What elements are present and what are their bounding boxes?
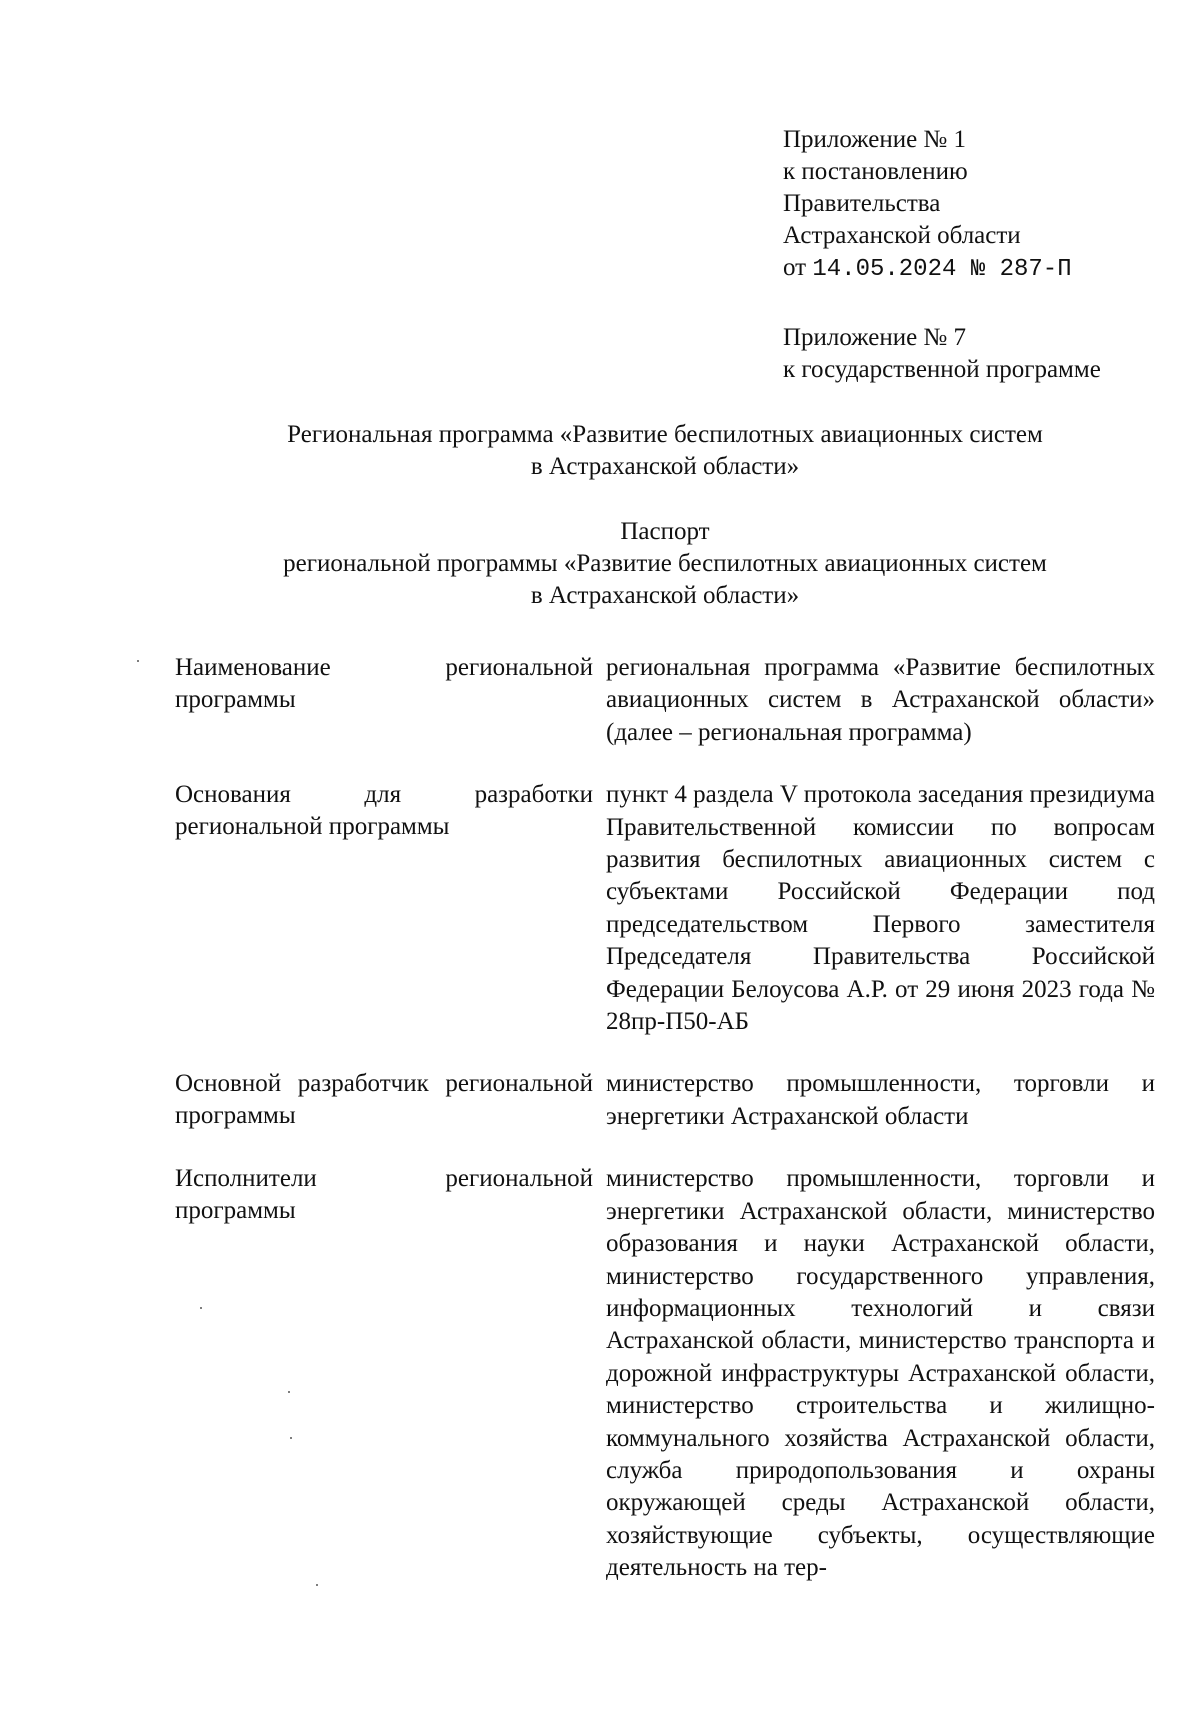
- row-label: Исполнители региональной программы: [175, 1165, 593, 1225]
- date-prefix: от: [783, 254, 813, 281]
- passport-row: [175, 652, 1155, 749]
- appendix-1-line4: Астраханской области: [783, 222, 1021, 249]
- appendix-1-header: [783, 124, 1183, 286]
- appendix-7-header: [783, 322, 1183, 386]
- scan-speck: [290, 1437, 292, 1439]
- passport-row: [175, 1068, 1155, 1133]
- passport-title: [120, 516, 1200, 612]
- passport-row: [175, 779, 1155, 1038]
- row-value: региональная программа «Развитие беспилотных авиационных систем в Астраханской области» (далее – региональная программа): [606, 654, 1155, 746]
- scan-speck: [137, 660, 139, 662]
- passport-title-line2: региональной программы «Развитие беспилотных авиационных систем: [283, 550, 1047, 577]
- appendix-7-line2: к государственной программе: [783, 356, 1101, 383]
- appendix-1-line2: к постановлению: [783, 158, 968, 185]
- program-title-line1: Региональная программа «Развитие беспилотных авиационных систем: [287, 421, 1043, 448]
- row-label: Основной разработчик региональной программы: [175, 1070, 593, 1130]
- appendix-7-line1: Приложение № 7: [783, 324, 967, 351]
- row-value: пункт 4 раздела V протокола заседания президиума Правительственной комиссии по вопросам развития беспилотных авиационных систем с субъектами Российской Федерации под председательством Первого заместителя Председателя Правительства Российской Федерации Белоусова А.Р. от 29 июня 2023 года № 28пр-П50-АБ: [606, 781, 1155, 1036]
- passport-table: [175, 652, 1155, 1615]
- scan-speck: [200, 1307, 202, 1309]
- program-title-line2: в Астраханской области»: [530, 453, 800, 480]
- scan-speck: [316, 1584, 318, 1586]
- row-label: Наименование региональной программы: [175, 654, 593, 713]
- passport-title-line1: Паспорт: [620, 518, 710, 545]
- appendix-1-date-line: [783, 252, 1183, 286]
- scan-speck: [288, 1391, 290, 1393]
- passport-title-line3: в Астраханской области»: [530, 582, 800, 609]
- row-value: министерство промышленности, торговли и энергетики Астраханской области, министерство образования и науки Астраханской области, министерство государственного управления, информационных технологий и связи Астраханской области, министерство транспорта и дорожной инфраструктуры Астраханской области, министерство строительства и жилищно-коммунального хозяйства Астраханской области, служба природопользования и охраны окружающей среды Астраханской области, хозяйствующие субъекты, осуществляющие деятельность на тер-: [606, 1165, 1155, 1582]
- row-value: министерство промышленности, торговли и энергетики Астраханской области: [606, 1070, 1155, 1130]
- appendix-1-line1: Приложение № 1: [783, 126, 967, 153]
- row-label: Основания для разработки региональной программы: [175, 781, 593, 841]
- resolution-date-number: 14.05.2024 № 287-П: [812, 256, 1072, 283]
- program-title: [120, 419, 1200, 483]
- appendix-1-line3: Правительства: [783, 190, 941, 217]
- passport-row: [175, 1163, 1155, 1584]
